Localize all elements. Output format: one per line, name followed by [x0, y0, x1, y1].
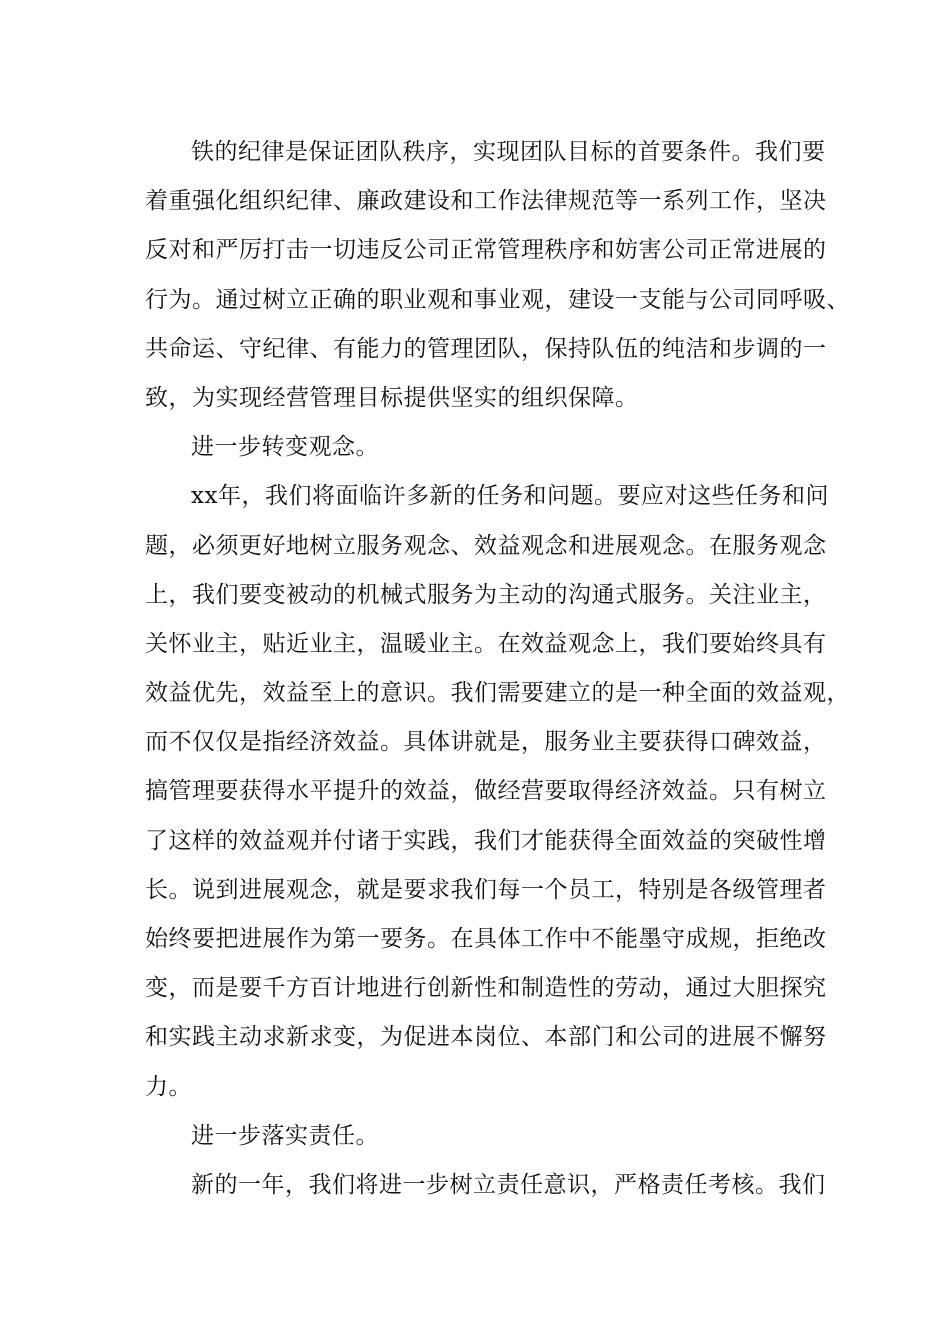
paragraph-line: 新的一年，我们将进一步树立责任意识，严格责任考核。我们: [191, 1171, 826, 1198]
paragraph-line: 和实践主动求新求变，为促进本岗位、本部门和公司的进展不懈努: [145, 1024, 827, 1051]
paragraph-line: 关怀业主，贴近业主，温暖业主。在效益观念上，我们要始终具有: [145, 630, 827, 657]
paragraph-line: 长。说到进展观念，就是要求我们每一个员工，特别是各级管理者: [145, 876, 827, 903]
paragraph-line: 始终要把进展作为第一要务。在具体工作中不能墨守成规，拒绝改: [145, 926, 827, 952]
paragraph-line: 铁的纪律是保证团队秩序，实现团队目标的首要条件。我们要: [191, 139, 826, 165]
paragraph-line: 上，我们要变被动的机械式服务为主动的沟通式服务。关注业主，: [145, 581, 827, 608]
paragraph-line: 反对和严厉打击一切违反公司正常管理秩序和妨害公司正常进展的: [145, 237, 827, 264]
paragraph-line: 共命运、守纪律、有能力的管理团队，保持队伍的纯洁和步调的一: [145, 335, 827, 362]
paragraph-line: xx年，我们将面临许多新的任务和问题。要应对这些任务和问: [191, 483, 829, 510]
paragraph-line: 力。: [145, 1073, 192, 1100]
paragraph-line: 搞管理要获得水平提升的效益，做经营要取得经济效益。只有树立: [145, 778, 827, 805]
paragraph-line: 题，必须更好地树立服务观念、效益观念和进展观念。在服务观念: [145, 532, 827, 559]
document-body: [145, 128, 850, 1210]
paragraph-line: 效益优先，效益至上的意识。我们需要建立的是一种全面的效益观，: [145, 680, 850, 707]
paragraph-line: 行为。通过树立正确的职业观和事业观，建设一支能与公司同呼吸、: [145, 286, 850, 313]
paragraph-line: 了这样的效益观并付诸于实践，我们才能获得全面效益的突破性增: [145, 827, 827, 854]
paragraph-line: 而不仅仅是指经济效益。具体讲就是，服务业主要获得口碑效益，: [145, 729, 827, 756]
paragraph-line: 致，为实现经营管理目标提供坚实的组织保障。: [145, 384, 639, 411]
section-heading: 进一步落实责任。: [191, 1122, 379, 1149]
paragraph-line: 着重强化组织纪律、廉政建设和工作法律规范等一系列工作，坚决: [145, 188, 827, 215]
paragraph-line: 变，而是要千方百计地进行创新性和制造性的劳动，通过大胆探究: [145, 975, 827, 1002]
section-heading: 进一步转变观念。: [191, 434, 379, 461]
